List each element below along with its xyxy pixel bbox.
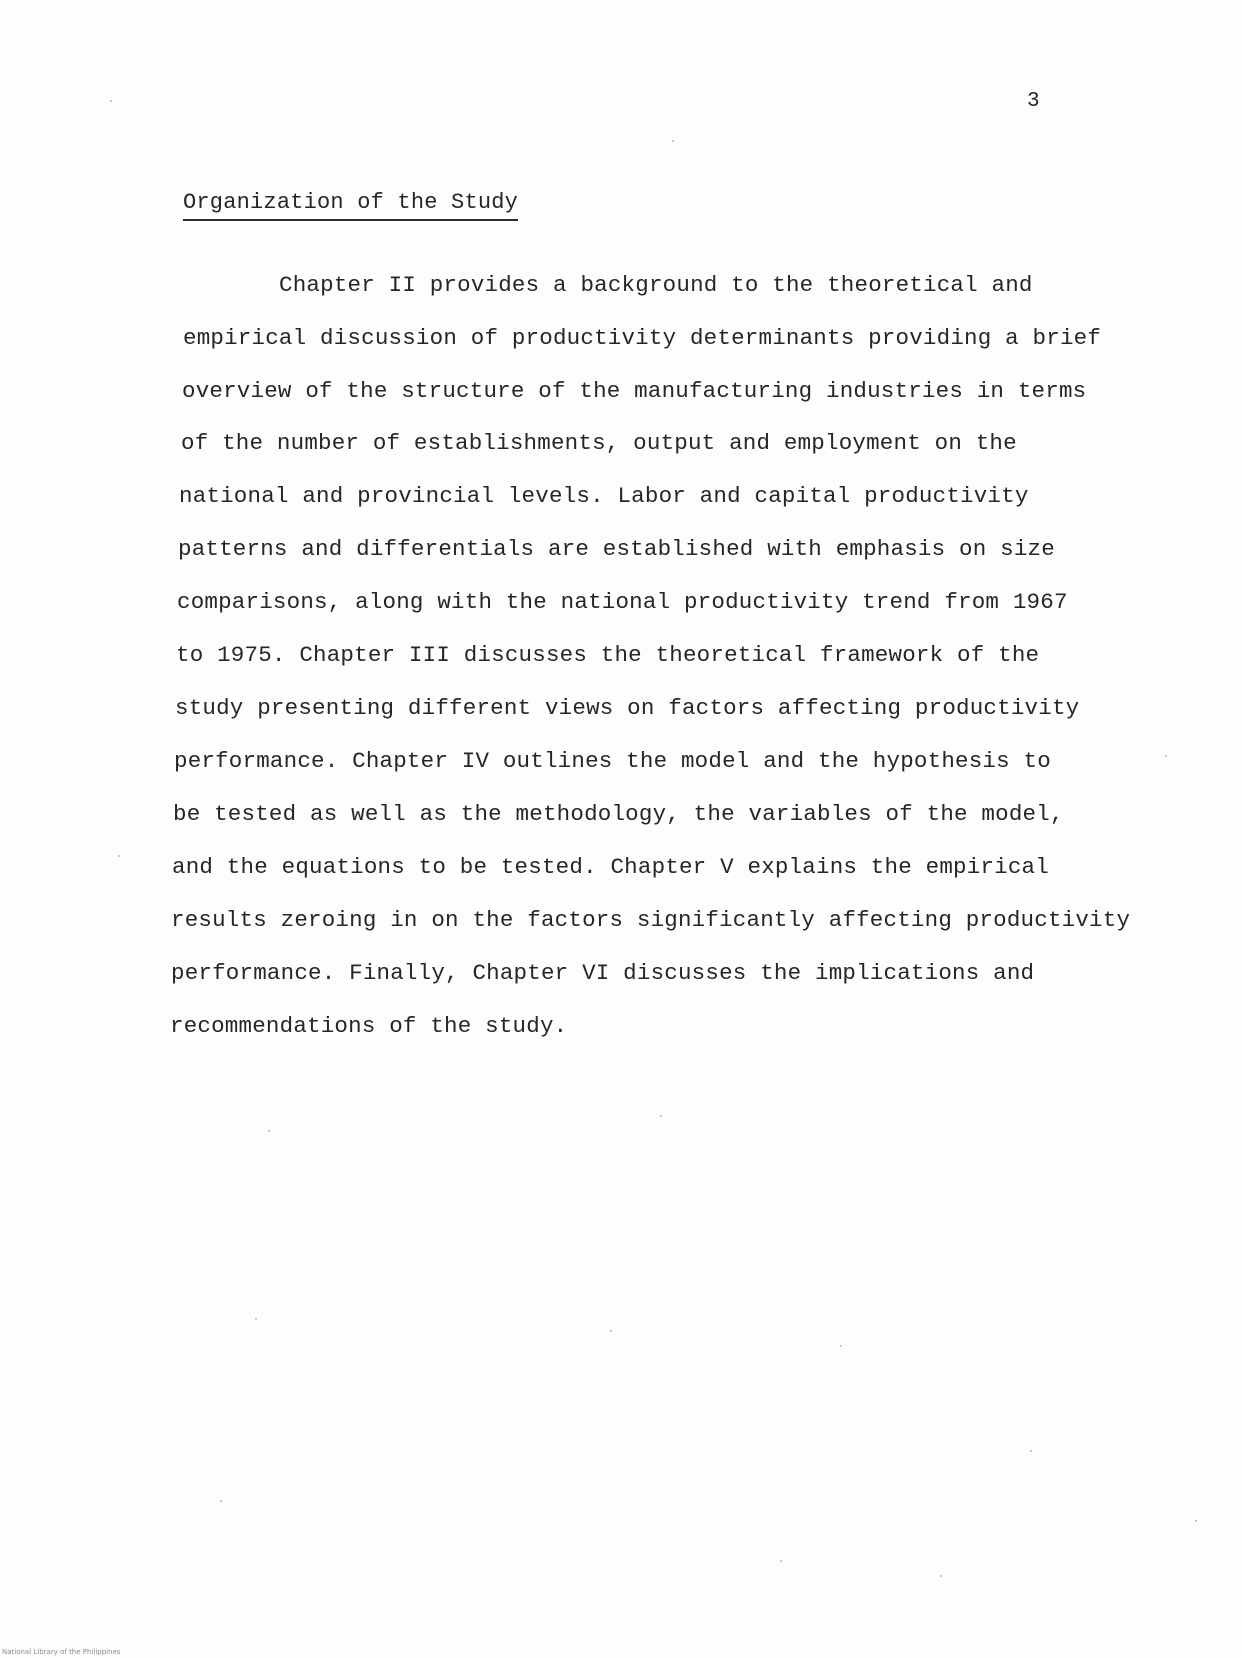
paragraph-line: empirical discussion of productivity determinants providing a brief xyxy=(183,325,1102,351)
paragraph-line: and the equations to be tested. Chapter V explains the empirical xyxy=(172,854,1049,880)
paragraph-line: performance. Chapter IV outlines the model and the hypothesis to xyxy=(174,748,1051,774)
paragraph-line: overview of the structure of the manufacturing industries in terms xyxy=(182,378,1087,404)
scan-speck xyxy=(220,1500,222,1502)
paragraph-line: study presenting different views on factors affecting productivity xyxy=(175,695,1080,721)
paragraph-line: of the number of establishments, output and employment on the xyxy=(181,430,1017,456)
scan-speck xyxy=(780,1560,782,1562)
paragraph-line: comparisons, along with the national productivity trend from 1967 xyxy=(177,589,1068,615)
paragraph-line: patterns and differentials are established with emphasis on size xyxy=(178,536,1055,562)
scan-speck xyxy=(255,1318,257,1320)
scan-speck xyxy=(660,1115,662,1117)
scan-speck xyxy=(1195,1520,1197,1522)
paragraph-line: results zeroing in on the factors significantly affecting productivity xyxy=(171,907,1131,933)
footer-source-label: National Library of the Philippines xyxy=(2,1648,121,1656)
paragraph-line: be tested as well as the methodology, the variables of the model, xyxy=(173,801,1064,827)
paragraph-line: national and provincial levels. Labor and capital productivity xyxy=(179,483,1029,509)
scan-speck xyxy=(118,855,120,857)
scan-speck xyxy=(1165,755,1167,757)
scan-speck xyxy=(268,1130,270,1132)
paragraph-line: Chapter II provides a background to the theoretical and xyxy=(279,272,1033,298)
scan-speck xyxy=(672,140,674,142)
section-heading: Organization of the Study xyxy=(183,190,518,221)
scan-speck xyxy=(610,1330,612,1332)
scan-speck xyxy=(940,1575,942,1577)
paragraph-line: recommendations of the study. xyxy=(170,1013,568,1039)
page-number: 3 xyxy=(1027,90,1041,113)
paragraph-line: to 1975. Chapter III discusses the theoretical framework of the xyxy=(176,642,1040,668)
scan-speck xyxy=(1030,1450,1032,1452)
paragraph-line: performance. Finally, Chapter VI discusses the implications and xyxy=(171,960,1035,986)
scan-speck xyxy=(110,100,112,102)
scan-speck xyxy=(840,1345,842,1347)
